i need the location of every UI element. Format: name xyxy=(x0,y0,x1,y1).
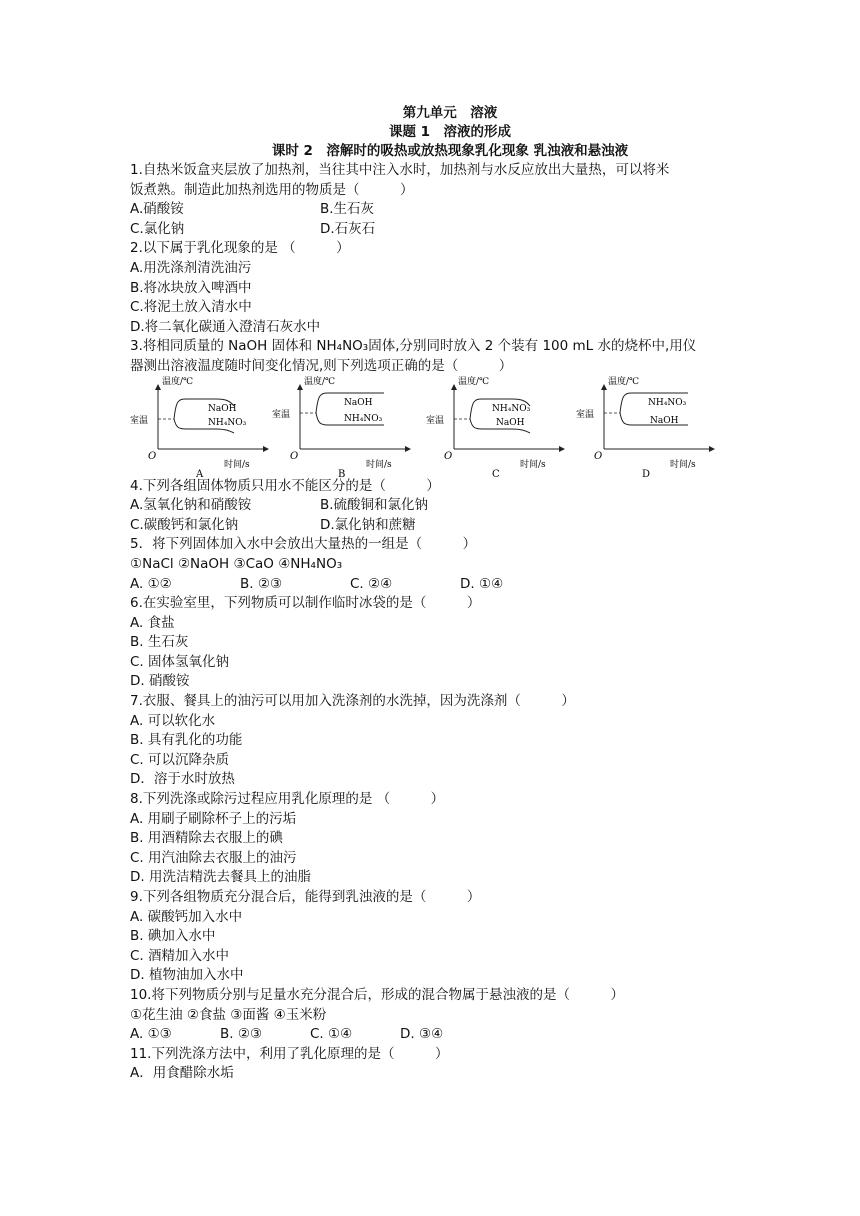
q5-option-c: C. ②④ xyxy=(350,575,393,592)
q7-option-a: A. 可以软化水 xyxy=(130,712,216,729)
room-temp-label: 室温 xyxy=(130,415,149,426)
origin-label: O xyxy=(148,450,157,462)
question-6 xyxy=(130,594,770,692)
x-axis-label: 时间/s xyxy=(366,459,392,470)
question-9 xyxy=(130,888,770,986)
q10-stem: 10.将下列物质分别与足量水充分混合后，形成的混合物属于悬浊液的是（ ） xyxy=(130,986,624,1003)
question-7 xyxy=(130,692,770,790)
graph-d-letter: D xyxy=(642,468,651,480)
room-temp-label: 室温 xyxy=(426,415,445,426)
graph-d-bottom-label: NaOH xyxy=(650,415,679,426)
q5-option-d: D. ①④ xyxy=(460,575,504,592)
origin-label: O xyxy=(594,450,603,462)
q8-option-a: A. 用刷子刷除杯子上的污垢 xyxy=(130,810,297,827)
q1-option-b: B.生石灰 xyxy=(320,201,375,218)
q11-stem: 11.下列洗涤方法中，利用了乳化原理的是（ ） xyxy=(130,1045,449,1062)
q5-stem: 5．将下列固体加入水中会放出大量热的一组是（ ） xyxy=(130,536,477,553)
q10-option-a: A. ①③ xyxy=(130,1026,172,1043)
origin-label: O xyxy=(290,450,299,462)
question-5 xyxy=(130,535,770,594)
q9-option-a: A. 碳酸钙加入水中 xyxy=(130,908,243,925)
q8-option-d: D. 用洗洁精洗去餐具上的油脂 xyxy=(130,869,311,886)
q4-option-a: A.氢氧化钠和硝酸铵 xyxy=(130,497,252,514)
graph-b-top-label: NaOH xyxy=(344,397,373,408)
graph-a xyxy=(130,376,280,480)
graph-b-bottom-label: NH₄NO₃ xyxy=(344,413,383,424)
q3-stem-line1: 3.将相同质量的 NaOH 固体和 NH₄NO₃固体,分别同时放入 2 个装有 100 mL 水的烧杯中,用仪 xyxy=(130,338,697,355)
q8-option-c: C. 用汽油除去衣服上的油污 xyxy=(130,849,297,866)
origin-label: O xyxy=(444,450,453,462)
x-axis-label: 时间/s xyxy=(670,459,696,470)
q1-stem-line2: 饭煮熟。制造此加热剂选用的物质是（ ） xyxy=(130,181,414,198)
q3-graphs xyxy=(130,376,770,480)
q9-option-d: D. 植物油加入水中 xyxy=(130,967,244,984)
q4-option-b: B.硫酸铜和氯化钠 xyxy=(320,497,429,514)
q4-stem: 4.下列各组固体物质只用水不能区分的是（ ） xyxy=(130,477,440,494)
q5-items: ①NaCl ②NaOH ③CaO ④NH₄NO₃ xyxy=(130,555,343,572)
q7-stem: 7.衣服、餐具上的油污可以用加入洗涤剂的水洗掉，因为洗涤剂（ ） xyxy=(130,693,575,710)
question-8 xyxy=(130,790,770,888)
graph-b-letter: B xyxy=(338,468,346,480)
q2-stem: 2.以下属于乳化现象的是 （ ） xyxy=(130,240,350,257)
q4-option-c: C.碳酸钙和氯化钠 xyxy=(130,516,239,533)
q2-option-d: D.将二氧化碳通入澄清石灰水中 xyxy=(130,318,321,335)
unit-title: 第九单元 溶液 xyxy=(402,105,498,121)
y-axis-label: 温度/℃ xyxy=(162,376,194,387)
graph-c xyxy=(426,376,576,480)
graph-c-svg xyxy=(426,376,576,480)
q2-option-b: B.将冰块放入啤酒中 xyxy=(130,279,252,296)
q9-stem: 9.下列各组物质充分混合后，能得到乳浊液的是（ ） xyxy=(130,889,481,905)
q7-option-b: B. 具有乳化的功能 xyxy=(130,732,243,749)
graph-d-svg xyxy=(576,376,726,480)
y-axis-label: 温度/℃ xyxy=(304,376,336,387)
graph-c-letter: C xyxy=(492,468,500,480)
graph-a-svg xyxy=(130,376,280,480)
q10-option-c: C. ①④ xyxy=(310,1026,353,1043)
q4-option-d: D.氯化钠和蔗糖 xyxy=(320,516,416,533)
graph-a-bottom-label: NH₄NO₃ xyxy=(208,417,247,428)
y-axis-label: 温度/℃ xyxy=(458,376,490,387)
question-10 xyxy=(130,986,770,1045)
q9-option-c: C. 酒精加入水中 xyxy=(130,947,230,964)
graph-a-top-label: NaOH xyxy=(208,403,237,414)
q8-option-b: B. 用酒精除去衣服上的碘 xyxy=(130,830,283,847)
question-3 xyxy=(130,337,770,480)
topic-title: 课题 1 溶液的形成 xyxy=(388,124,512,140)
graph-c-top-label: NH₄NO₃ xyxy=(492,403,531,414)
q2-option-a: A.用洗涤剂清洗油污 xyxy=(130,259,252,276)
q6-option-d: D. 硝酸铵 xyxy=(130,673,190,690)
q10-items: ①花生油 ②食盐 ③面酱 ④玉米粉 xyxy=(130,1006,327,1023)
q2-option-c: C.将泥土放入清水中 xyxy=(130,299,252,316)
q1-option-d: D.石灰石 xyxy=(320,220,376,237)
q7-option-c: C. 可以沉降杂质 xyxy=(130,751,230,768)
question-11 xyxy=(130,1045,770,1084)
graph-c-bottom-label: NaOH xyxy=(496,417,525,428)
question-4 xyxy=(130,477,770,536)
q10-option-d: D. ③④ xyxy=(400,1026,444,1043)
graph-b-svg xyxy=(272,376,422,480)
q5-option-a: A. ①② xyxy=(130,575,172,592)
q8-stem: 8.下列洗涤或除污过程应用乳化原理的是 （ ） xyxy=(130,791,445,808)
worksheet-page xyxy=(130,104,770,1084)
q9-option-b: B. 碘加入水中 xyxy=(130,928,216,945)
q1-option-a: A.硝酸铵 xyxy=(130,201,184,218)
q1-option-c: C.氯化钠 xyxy=(130,220,185,237)
x-axis-label: 时间/s xyxy=(224,459,250,470)
x-axis-label: 时间/s xyxy=(520,459,546,470)
graph-a-letter: A xyxy=(196,468,204,480)
q6-stem: 6.在实验室里，下列物质可以制作临时冰袋的是（ ） xyxy=(130,595,481,612)
q5-option-b: B. ②③ xyxy=(240,575,283,592)
q6-option-b: B. 生石灰 xyxy=(130,634,189,651)
lesson-title: 课时 2 溶解时的吸热或放热现象乳化现象 乳浊液和悬浊液 xyxy=(271,143,629,159)
room-temp-label: 室温 xyxy=(576,409,595,420)
q3-stem-line2: 器测出溶液温度随时间变化情况,则下列选项正确的是（ ） xyxy=(130,357,513,374)
q11-option-a: A．用食醋除水垢 xyxy=(130,1065,234,1082)
graph-d-top-label: NH₄NO₃ xyxy=(648,397,687,408)
q6-option-c: C. 固体氢氧化钠 xyxy=(130,653,230,670)
question-1 xyxy=(130,161,770,239)
y-axis-label: 温度/℃ xyxy=(608,376,640,387)
graph-b xyxy=(272,376,422,480)
room-temp-label: 室温 xyxy=(272,409,291,420)
q10-option-b: B. ②③ xyxy=(220,1026,263,1043)
q6-option-a: A. 食盐 xyxy=(130,614,175,631)
q1-stem-line1: 1.自热米饭盒夹层放了加热剂，当往其中注入水时，加热剂与水反应放出大量热，可以将米 xyxy=(130,162,670,178)
graph-d xyxy=(576,376,726,480)
question-2 xyxy=(130,239,770,337)
q7-option-d: D．溶于水时放热 xyxy=(130,771,235,788)
